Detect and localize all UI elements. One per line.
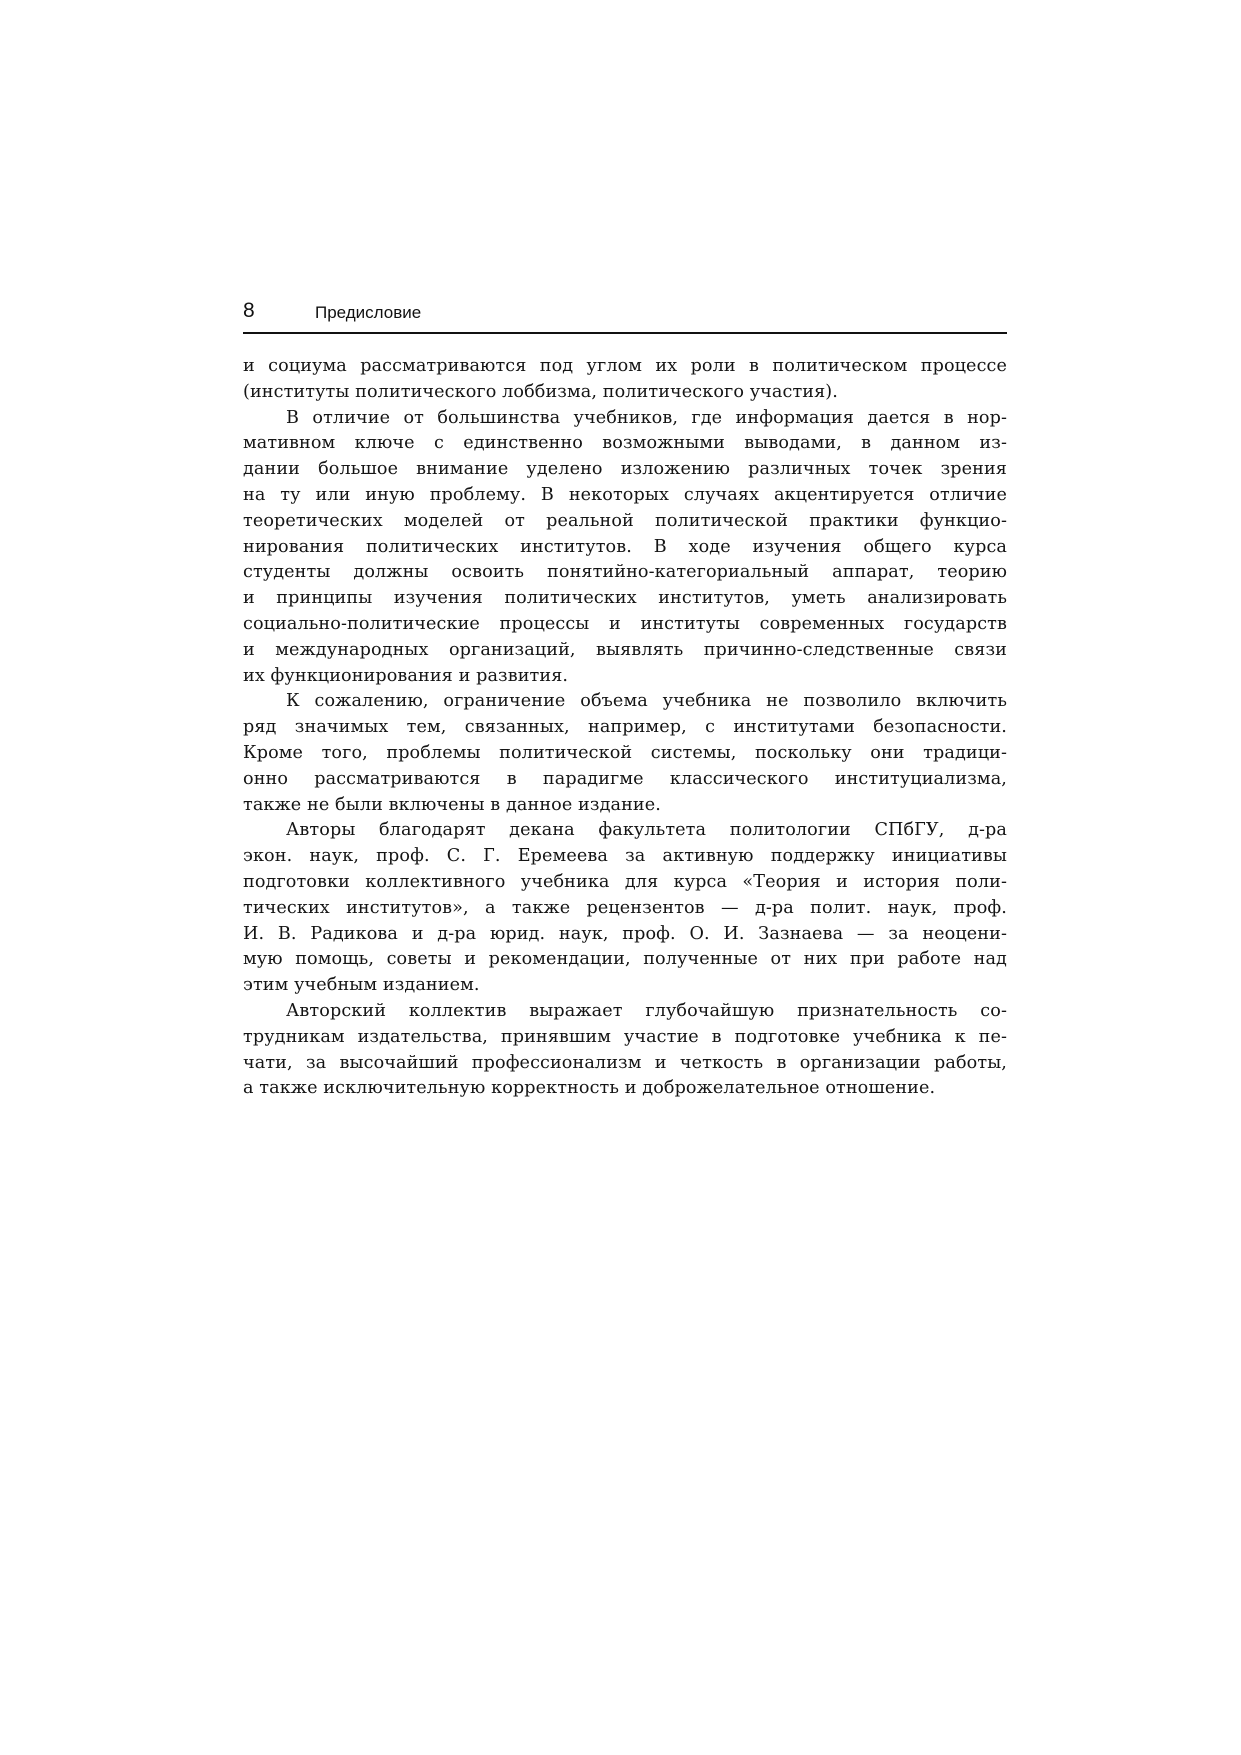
text-line: Авторы благодарят декана факультета политологии СПбГУ, д-ра xyxy=(286,820,1007,841)
text-line: мативном ключе с единственно возможными выводами, в данном из- xyxy=(243,433,1007,454)
text-line: (институты политического лоббизма, политического участия). xyxy=(243,381,838,402)
text-line: социально-политические процессы и институты современных государств xyxy=(243,613,1007,634)
paragraph xyxy=(243,689,1007,818)
text-line: ряд значимых тем, связанных, например, с институтами безопасности. xyxy=(243,717,1007,738)
text-line: тических институтов», а также рецензентов — д-ра полит. наук, проф. xyxy=(243,897,1007,918)
text-line: также не были включены в данное издание. xyxy=(243,794,661,815)
text-line: онно рассматриваются в парадигме классического институциализма, xyxy=(243,768,1007,789)
text-line: на ту или иную проблему. В некоторых случаях акцентируется отличие xyxy=(243,484,1007,505)
text-line: подготовки коллективного учебника для курса «Теория и история поли- xyxy=(243,871,1007,892)
text-line: и международных организаций, выявлять причинно-следственные связи xyxy=(243,639,1007,660)
text-line: К сожалению, ограничение объема учебника не позволило включить xyxy=(286,691,1007,712)
text-line: а также исключительную корректность и доброжелательное отношение. xyxy=(243,1078,936,1099)
text-line: студенты должны освоить понятийно-категориальный аппарат, теорию xyxy=(243,562,1007,583)
paragraph xyxy=(243,354,1007,406)
text-line: экон. наук, проф. С. Г. Еремеева за активную поддержку инициативы xyxy=(243,846,1007,867)
text-line: этим учебным изданием. xyxy=(243,975,480,996)
paragraph xyxy=(243,999,1007,1102)
text-line: и социума рассматриваются под углом их роли в политическом процессе xyxy=(243,356,1007,376)
text-line: чати, за высочайший профессионализм и четкость в организации работы, xyxy=(243,1052,1007,1073)
text-line: дании большое внимание уделено изложению различных точек зрения xyxy=(243,459,1007,480)
paragraph xyxy=(243,818,1007,999)
book-page xyxy=(243,296,1007,1102)
running-header xyxy=(243,296,1007,334)
text-line: И. В. Радикова и д-ра юрид. наук, проф. О. И. Зазнаева — за неоцени- xyxy=(243,923,1007,944)
body-text xyxy=(243,354,1007,1102)
page-number: 8 xyxy=(243,299,255,322)
section-title: Предисловие xyxy=(315,303,422,322)
text-line: нирования политических институтов. В ходе изучения общего курса xyxy=(243,536,1007,557)
text-line: и принципы изучения политических институтов, уметь анализировать xyxy=(243,588,1007,609)
text-line: их функционирования и развития. xyxy=(243,665,569,686)
text-line: теоретических моделей от реальной политической практики функцио- xyxy=(243,510,1007,531)
text-line: В отличие от большинства учебников, где информация дается в нор- xyxy=(286,407,1007,428)
text-line: трудникам издательства, принявшим участие в подготовке учебника к пе- xyxy=(243,1026,1007,1047)
text-line: Авторский коллектив выражает глубочайшую признательность со- xyxy=(286,1000,1007,1021)
paragraph xyxy=(243,406,1007,690)
text-line: Кроме того, проблемы политической системы, поскольку они традици- xyxy=(243,742,1007,763)
text-line: мую помощь, советы и рекомендации, полученные от них при работе над xyxy=(243,949,1007,970)
